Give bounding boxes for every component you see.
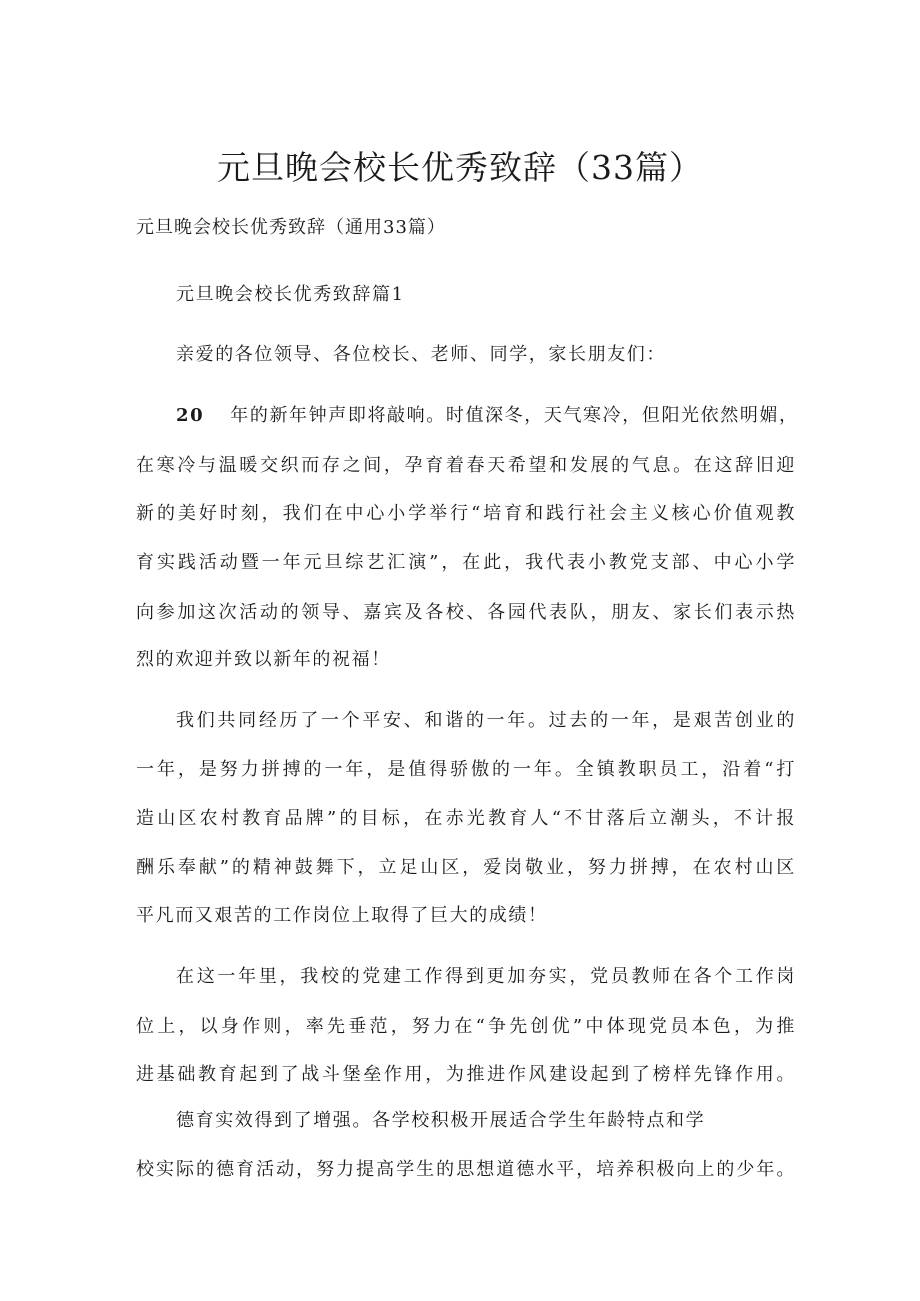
document-title: 元旦晚会校长优秀致辞（33篇）: [217, 148, 703, 187]
year-prefix: 20: [176, 405, 205, 426]
section-heading: 元旦晚会校长优秀致辞篇1: [176, 284, 405, 305]
document-subtitle: 元旦晚会校长优秀致辞（通用33篇）: [136, 217, 446, 238]
paragraph-1-line-6: 烈的欢迎并致以新年的祝福！: [136, 649, 391, 670]
paragraph-4-line-1: 德育实效得到了增强。各学校积极开展适合学生年龄特点和学: [176, 1110, 706, 1131]
paragraph-1-line-1: [176, 402, 799, 430]
paragraph-1-line-2: 在寒冷与温暖交织而存之间，孕育着春天希望和发展的气息。在这辞旧迎: [136, 455, 796, 476]
paragraph-2-line-1: 我们共同经历了一个平安、和谐的一年。过去的一年，是艰苦创业的: [176, 710, 796, 731]
paragraph-3-line-3: 进基础教育起到了战斗堡垒作用，为推进作风建设起到了榜样先锋作用。: [136, 1064, 796, 1085]
paragraph-3-line-1: 在这一年里，我校的党建工作得到更加夯实，党员教师在各个工作岗: [176, 966, 796, 987]
year-blank: [204, 402, 230, 430]
paragraph-1-line-4: 育实践活动暨一年元旦综艺汇演”，在此，我代表小教党支部、中心小学: [136, 552, 796, 573]
paragraph-4-line-2: 校实际的德育活动，努力提高学生的思想道德水平，培养积极向上的少年。: [136, 1159, 796, 1180]
paragraph-2-line-5: 平凡而又艰苦的工作岗位上取得了巨大的成绩！: [136, 905, 548, 926]
paragraph-2-line-3: 造山区农村教育品牌”的目标，在赤光教育人“不甘落后立潮头，不计报: [136, 808, 796, 829]
paragraph-1-line-5: 向参加这次活动的领导、嘉宾及各校、各园代表队，朋友、家长们表示热: [136, 602, 796, 623]
paragraph-2-line-4: 酬乐奉献”的精神鼓舞下，立足山区，爱岗敬业，努力拼搏，在农村山区: [136, 857, 796, 878]
paragraph-1-line-3: 新的美好时刻，我们在中心小学举行“培育和践行社会主义核心价值观教: [136, 503, 796, 524]
paragraph-1-line-1-text: 年的新年钟声即将敲响。时值深冬，天气寒冷，但阳光依然明媚，: [230, 405, 799, 426]
paragraph-2-line-2: 一年，是努力拼搏的一年，是值得骄傲的一年。全镇教职员工，沿着“打: [136, 759, 796, 780]
salutation: 亲爱的各位领导、各位校长、老师、同学，家长朋友们：: [176, 344, 666, 365]
paragraph-3-line-2: 位上，以身作则，率先垂范，努力在“争先创优”中体现党员本色，为推: [136, 1016, 796, 1037]
